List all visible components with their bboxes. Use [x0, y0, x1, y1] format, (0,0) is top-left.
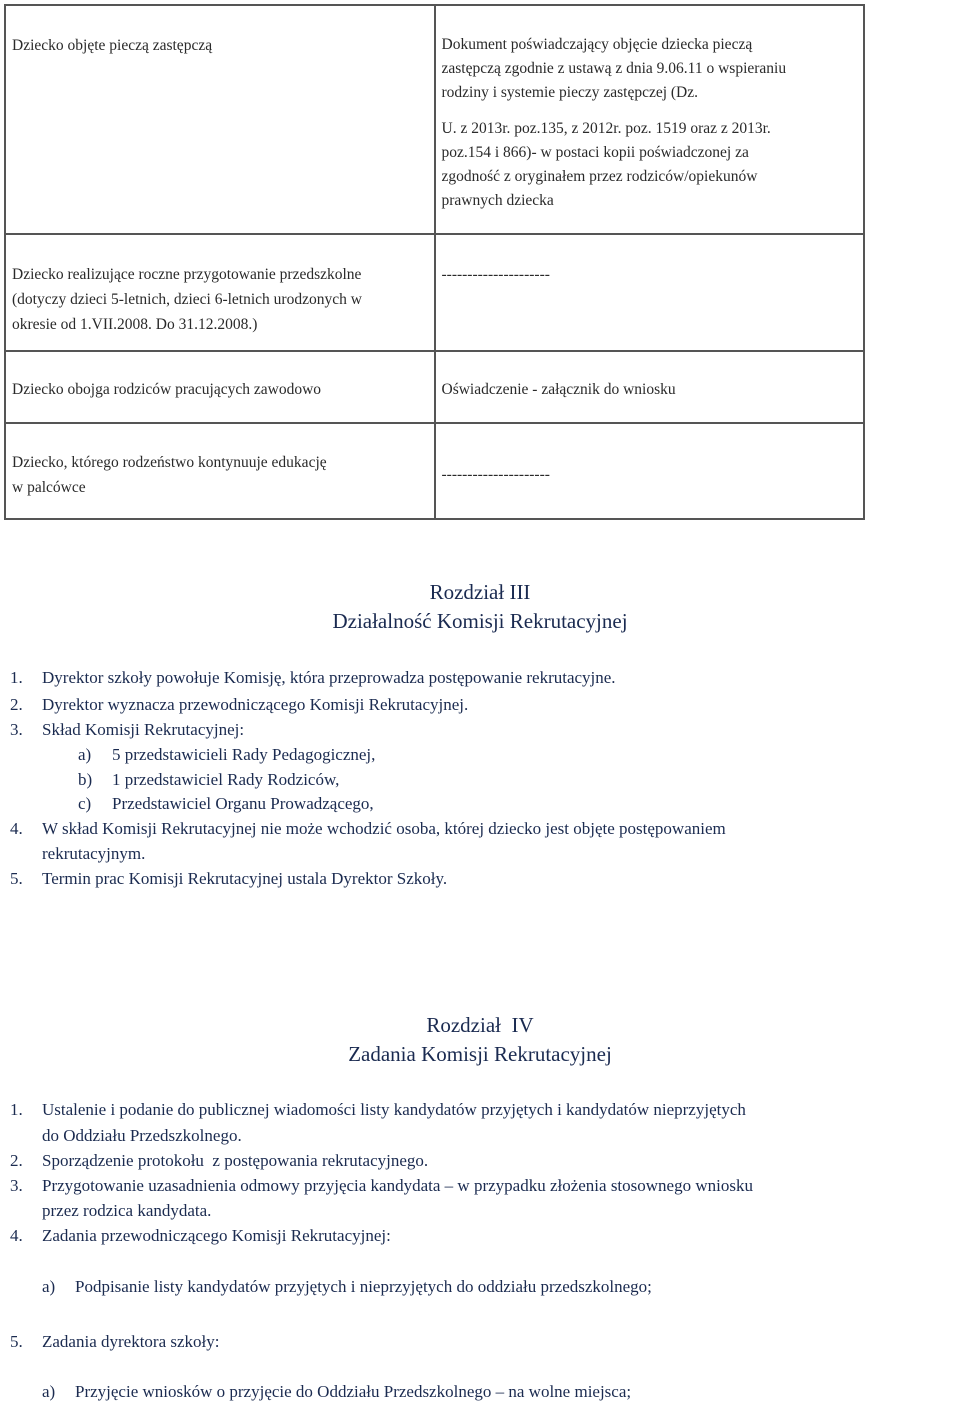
table-row [5, 423, 864, 519]
table-row [5, 5, 864, 234]
item-text: Dyrektor wyznacza przewodniczącego Komisji Rekrutacyjnej. [42, 695, 469, 714]
item-text: rekrutacyjnym. [42, 844, 146, 863]
item-text: Termin prac Komisji Rekrutacyjnej ustala Dyrektor Szkoły. [42, 869, 448, 888]
item-number: 2. [10, 1151, 23, 1170]
cell-line: Dziecko objęte pieczą zastępczą [12, 37, 213, 54]
item-number: 4. [10, 1226, 23, 1245]
cell-line: --------------------- [441, 466, 550, 483]
sub-letter: a) [42, 1382, 56, 1401]
chapter-heading: Rozdział IV [426, 1013, 534, 1037]
sub-letter: a) [42, 1277, 56, 1296]
sub-text: Podpisanie listy kandydatów przyjętych i nieprzyjętych do oddziału przedszkolnego; [75, 1277, 652, 1296]
sub-text: Przedstawiciel Organu Prowadzącego, [112, 794, 374, 813]
cell-line: Dziecko, którego rodzeństwo kontynuuje edukację [12, 454, 327, 471]
item-text: W skład Komisji Rekrutacyjnej nie może wchodzić osoba, której dziecko jest objęte postępowaniem [42, 819, 726, 838]
document-cell [435, 5, 865, 234]
item-text: przez rodzica kandydata. [42, 1201, 212, 1220]
item-text: Ustalenie i podanie do publicznej wiadomości listy kandydatów przyjętych i kandydatów nieprzyjętych [42, 1100, 746, 1119]
sub-text: Przyjęcie wniosków o przyjęcie do Oddziału Przedszkolnego – na wolne miejsca; [75, 1382, 632, 1401]
cell-line: zastępczą zgodnie z ustawą z dnia 9.06.11 o wspieraniu [441, 60, 787, 77]
table-row [5, 234, 864, 351]
chapter-heading: Rozdział III [429, 580, 531, 604]
cell-line: okresie od 1.VII.2008. Do 31.12.2008.) [12, 316, 258, 333]
document-cell [435, 423, 865, 519]
item-number: 3. [10, 720, 23, 739]
criterion-cell [5, 423, 435, 519]
criteria-table [4, 4, 865, 520]
item-number: 5. [10, 869, 23, 888]
cell-line: Oświadczenie - załącznik do wniosku [441, 381, 676, 398]
chapter-title: Działalność Komisji Rekrutacyjnej [332, 609, 628, 633]
item-number: 1. [10, 668, 23, 687]
criterion-cell [5, 351, 435, 423]
cell-line: Dziecko realizujące roczne przygotowanie przedszkolne [12, 266, 362, 283]
cell-line: --------------------- [441, 266, 550, 283]
item-number: 3. [10, 1176, 23, 1195]
chapter-title: Zadania Komisji Rekrutacyjnej [348, 1042, 612, 1066]
criterion-cell [5, 234, 435, 351]
item-number: 5. [10, 1332, 23, 1351]
item-text: Przygotowanie uzasadnienia odmowy przyjęcia kandydata – w przypadku złożenia stosownego wniosku [42, 1176, 753, 1195]
item-text: Zadania dyrektora szkoły: [42, 1332, 220, 1351]
item-text: Skład Komisji Rekrutacyjnej: [42, 720, 245, 739]
document-cell [435, 351, 865, 423]
sub-text: 5 przedstawicieli Rady Pedagogicznej, [112, 745, 376, 764]
item-number: 1. [10, 1100, 23, 1119]
item-text: Sporządzenie protokołu z postępowania rekrutacyjnego. [42, 1151, 429, 1170]
cell-line: (dotyczy dzieci 5-letnich, dzieci 6-letnich urodzonych w [12, 291, 362, 308]
item-text: Zadania przewodniczącego Komisji Rekrutacyjnej: [42, 1226, 391, 1245]
sub-letter: b) [78, 770, 93, 789]
table-row [5, 351, 864, 423]
sub-letter: c) [78, 794, 92, 813]
item-text: Dyrektor szkoły powołuje Komisję, która przeprowadza postępowanie rekrutacyjne. [42, 668, 616, 687]
item-number: 2. [10, 695, 23, 714]
criterion-cell [5, 5, 435, 234]
sub-letter: a) [78, 745, 92, 764]
cell-line: zgodność z oryginałem przez rodziców/opiekunów [441, 168, 758, 185]
cell-line: Dokument poświadczający objęcie dziecka pieczą [441, 36, 753, 53]
cell-line: rodziny i systemie pieczy zastępczej (Dz. [441, 84, 698, 101]
cell-line: w palcówce [12, 479, 86, 496]
item-number: 4. [10, 819, 23, 838]
cell-line: poz.154 i 866)- w postaci kopii poświadczonej za [441, 144, 749, 161]
cell-line: U. z 2013r. poz.135, z 2012r. poz. 1519 oraz z 2013r. [441, 120, 771, 137]
cell-line: Dziecko obojga rodziców pracujących zawodowo [12, 381, 322, 398]
sub-text: 1 przedstawiciel Rady Rodziców, [112, 770, 340, 789]
item-text: do Oddziału Przedszkolnego. [42, 1126, 242, 1145]
document-cell [435, 234, 865, 351]
cell-line: prawnych dziecka [441, 192, 554, 209]
